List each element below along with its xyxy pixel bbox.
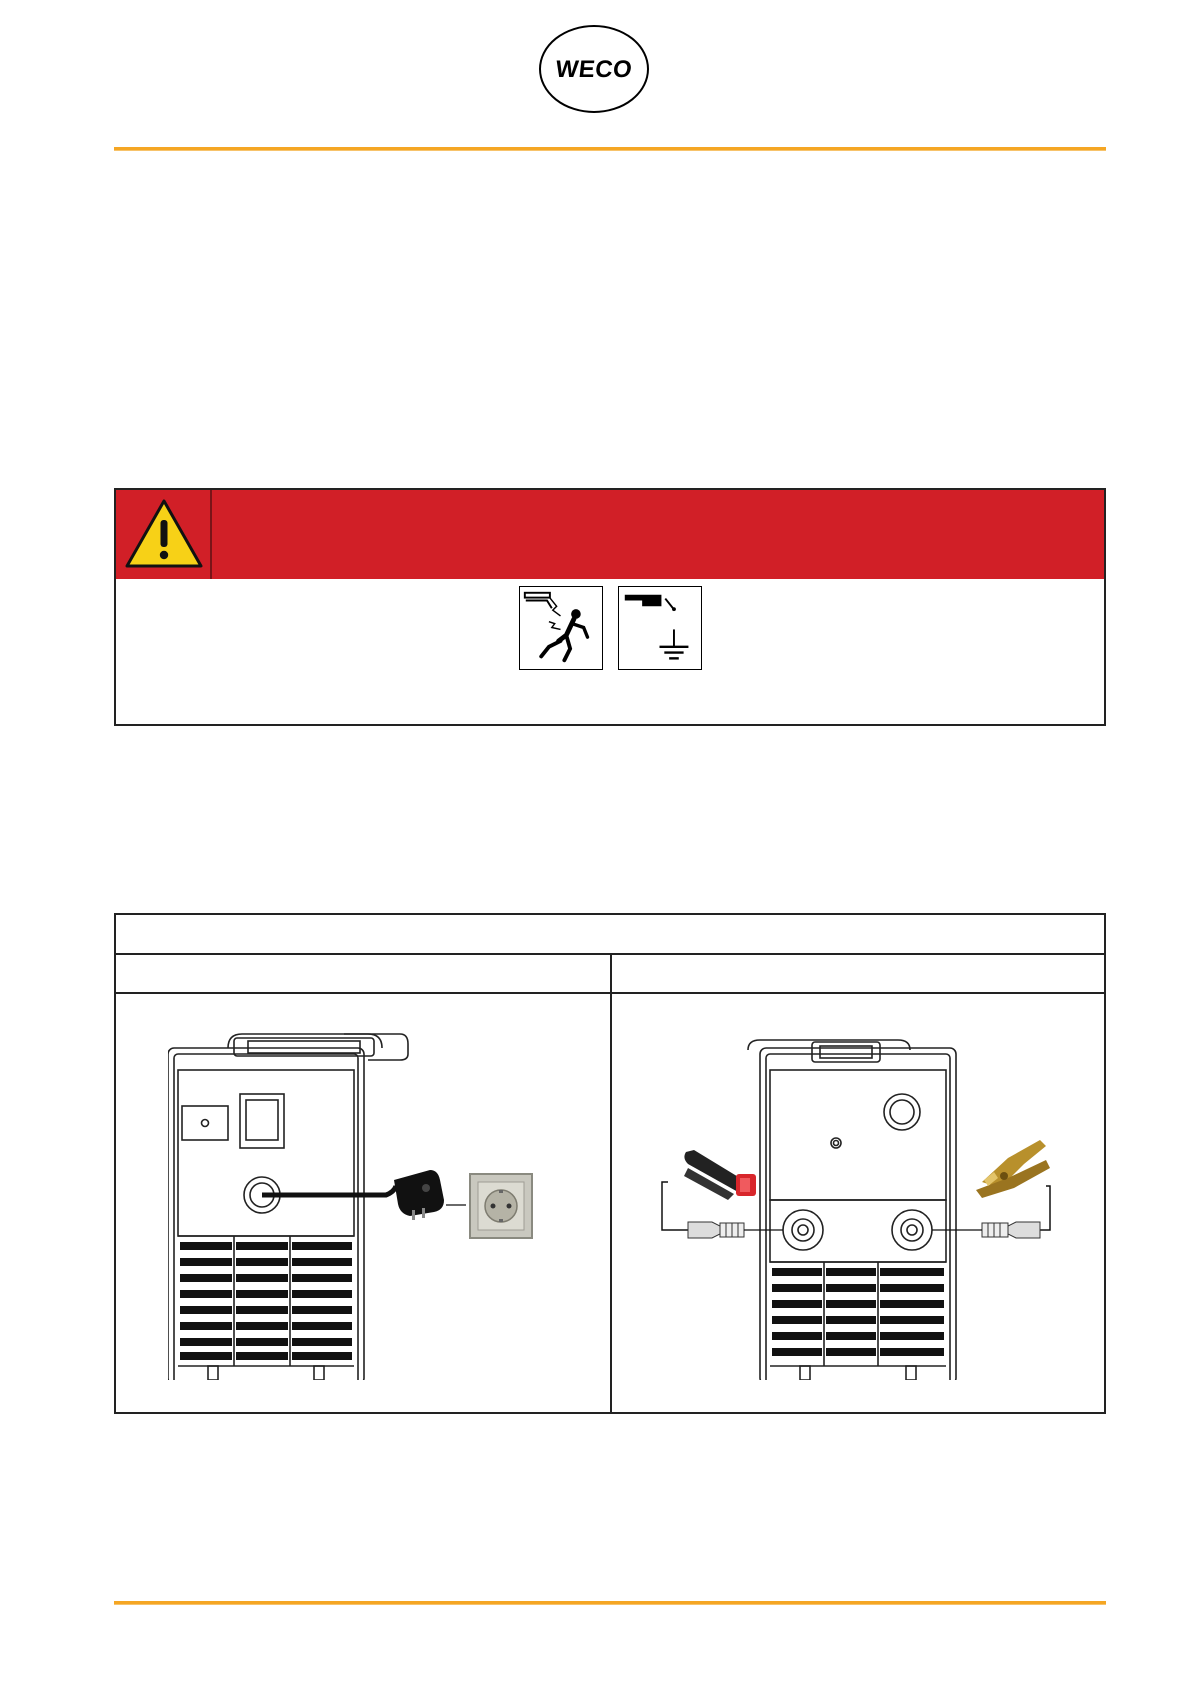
warning-header bbox=[116, 490, 1104, 579]
warning-triangle-icon bbox=[124, 498, 204, 570]
logo-text: WECO bbox=[554, 56, 634, 83]
power-connection-diagram bbox=[168, 1030, 558, 1380]
warning-icon-cell bbox=[116, 490, 212, 579]
electric-shock-icon bbox=[519, 586, 603, 670]
electrode-holder bbox=[662, 1150, 783, 1238]
welding-cable-connection-diagram bbox=[648, 1030, 1088, 1380]
header-rule bbox=[114, 147, 1106, 151]
connection-table bbox=[114, 913, 1106, 1414]
weco-logo bbox=[538, 24, 650, 114]
schuko-plug bbox=[394, 1170, 444, 1220]
footer-rule bbox=[114, 1601, 1106, 1605]
wall-socket bbox=[470, 1174, 532, 1238]
table-column-divider bbox=[610, 953, 612, 1412]
ground-earth-icon bbox=[618, 586, 702, 670]
warning-box bbox=[114, 488, 1106, 726]
